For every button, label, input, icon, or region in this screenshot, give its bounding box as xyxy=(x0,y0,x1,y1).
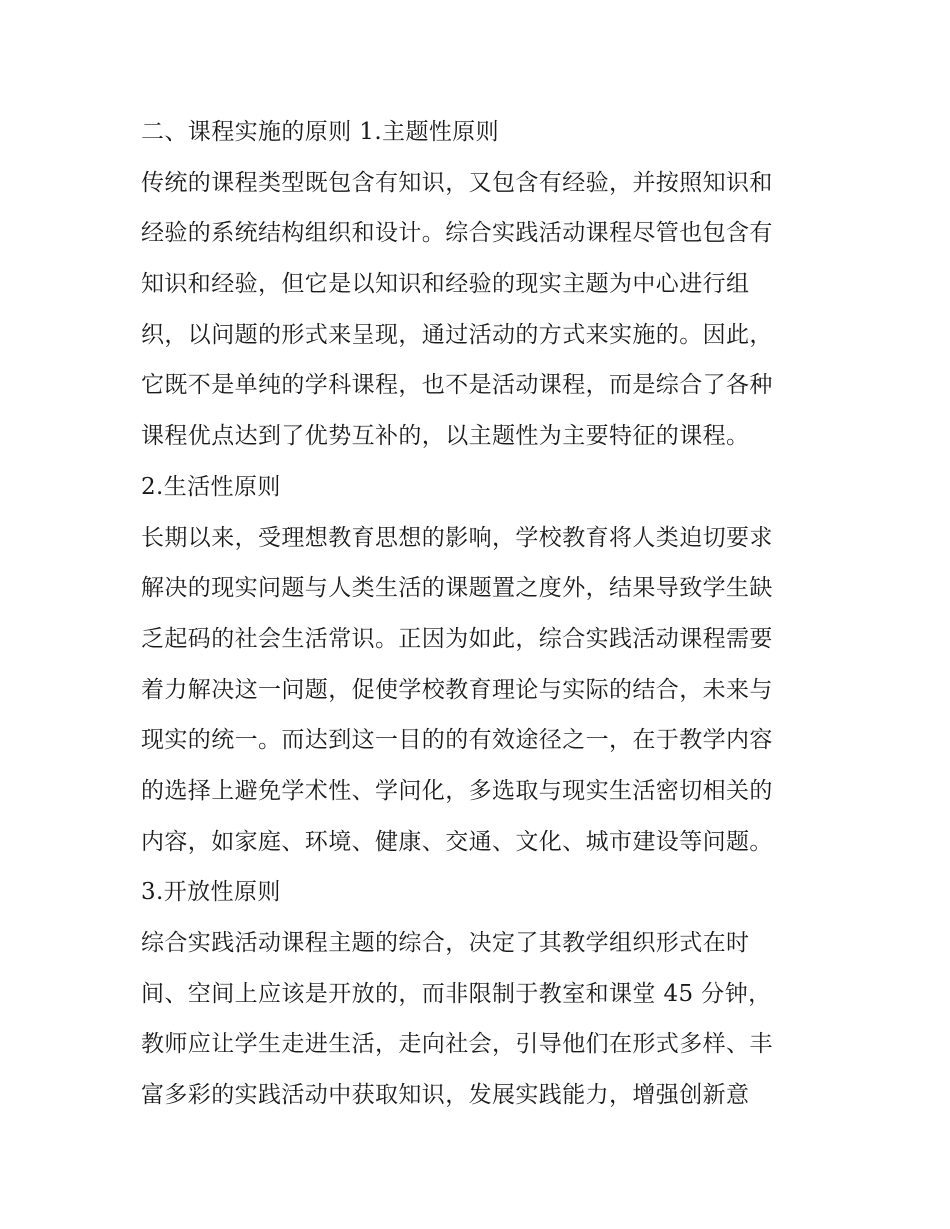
paragraph-line: 富多彩的实践活动中获取知识，发展实践能力，增强创新意 xyxy=(141,1082,750,1109)
paragraph-line: 它既不是单纯的学科课程，也不是活动课程，而是综合了各种 xyxy=(141,372,773,399)
subsection-heading: 3.开放性原则 xyxy=(141,879,281,906)
section-heading: 二、课程实施的原则 1.主题性原则 xyxy=(141,119,500,145)
paragraph-line: 课程优点达到了优势互补的，以主题性为主要特征的课程。 xyxy=(141,423,750,450)
paragraph-line: 教师应让学生走进生活，走向社会，引导他们在形式多样、丰 xyxy=(141,1031,773,1058)
paragraph-line: 长期以来，受理想教育思想的影响，学校教育将人类迫切要求 xyxy=(141,524,773,551)
paragraph-line: 间、空间上应该是开放的，而非限制于教室和课堂 45 分钟， xyxy=(141,980,772,1007)
paragraph-line: 解决的现实问题与人类生活的课题置之度外，结果导致学生缺 xyxy=(141,575,773,602)
document-body xyxy=(141,107,821,1121)
paragraph-line: 乏起码的社会生活常识。正因为如此，综合实践活动课程需要 xyxy=(141,625,773,652)
subsection-heading: 2.生活性原则 xyxy=(141,473,281,500)
paragraph-line: 的选择上避免学术性、学问化，多选取与现实生活密切相关的 xyxy=(141,777,773,804)
paragraph-line: 知识和经验，但它是以知识和经验的现实主题为中心进行组 xyxy=(141,271,750,298)
paragraph-line: 传统的课程类型既包含有知识，又包含有经验，并按照知识和 xyxy=(141,169,773,196)
paragraph-line: 织，以问题的形式来呈现，通过活动的方式来实施的。因此， xyxy=(141,321,773,348)
paragraph-line: 内容，如家庭、环境、健康、交通、文化、城市建设等问题。 xyxy=(141,828,773,855)
paragraph-line: 现实的统一。而达到这一目的的有效途径之一，在于教学内容 xyxy=(141,727,773,754)
paragraph-line: 综合实践活动课程主题的综合，决定了其教学组织形式在时 xyxy=(141,930,750,956)
paragraph-line: 着力解决这一问题，促使学校教育理论与实际的结合，未来与 xyxy=(141,676,773,703)
paragraph-line: 经验的系统结构组织和设计。综合实践活动课程尽管也包含有 xyxy=(141,220,773,247)
